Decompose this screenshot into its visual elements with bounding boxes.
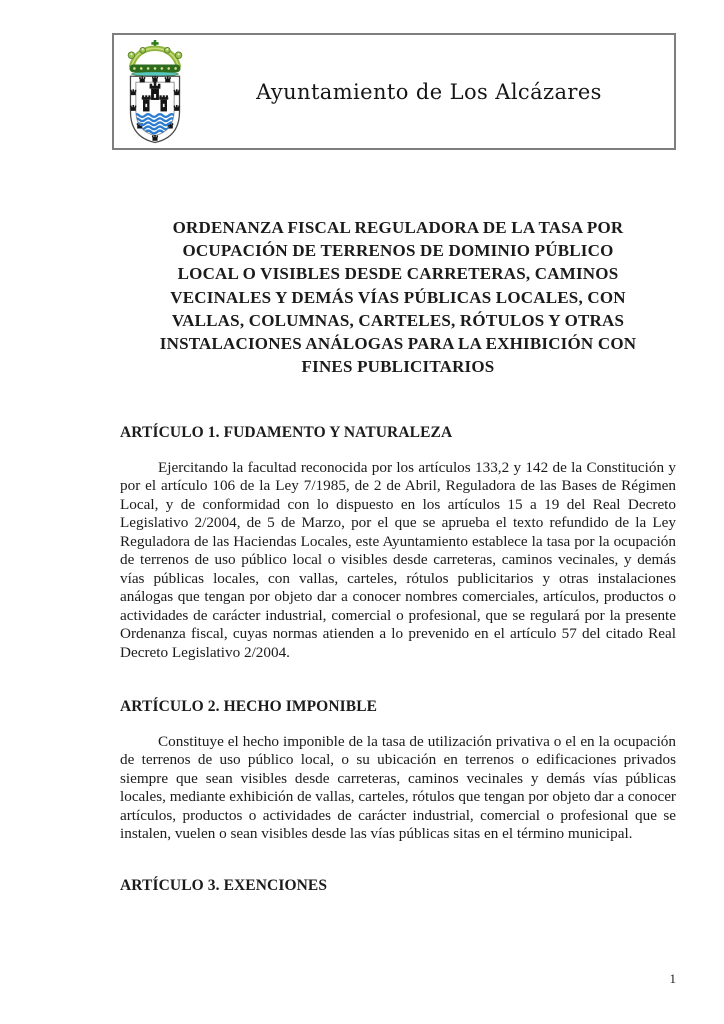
document-title-line: VECINALES Y DEMÁS VÍAS PÚBLICAS LOCALES, CON xyxy=(170,287,626,307)
article-1 xyxy=(120,423,676,662)
article-3 xyxy=(120,876,676,895)
organization-name: Ayuntamiento de Los Alcázares xyxy=(256,79,602,104)
document-title-line: ORDENANZA FISCAL REGULADORA DE LA TASA POR xyxy=(172,218,624,237)
article-3-heading: ARTÍCULO 3. EXENCIONES xyxy=(120,877,328,894)
document-title-line: LOCAL O VISIBLES DESDE CARRETERAS, CAMINOS xyxy=(177,264,619,284)
article-2 xyxy=(120,697,676,844)
document-title xyxy=(120,216,676,378)
letterhead xyxy=(112,33,676,150)
document-title-line: INSTALACIONES ANÁLOGAS PARA LA EXHIBICIÓN CON xyxy=(159,334,637,354)
page-number: 1 xyxy=(669,971,676,986)
coat-of-arms-icon xyxy=(120,39,190,145)
document-title-line: FINES PUBLICITARIOS xyxy=(301,357,495,377)
article-1-heading: ARTÍCULO 1. FUDAMENTO Y NATURALEZA xyxy=(120,424,453,441)
document-title-line: VALLAS, COLUMNAS, CARTELES, RÓTULOS Y OTRAS xyxy=(171,310,625,330)
article-2-body: Constituye el hecho imponible de la tasa de utilización privativa o el en la ocupación de terrenos de uso público local, o su ubicación en terrenos o edificaciones privados siempre que sean visibles desde carreteras, caminos vecinales y demás vías públicas locales, mediante exhibición de vallas, carteles, rótulos que tengan por objeto dar a conocer artículos, productos o actividades de carácter industrial, comercial o profesional que se instalen, vuelen o sean visibles desde las vías públicas sitas en el término municipal. xyxy=(120,733,676,843)
article-2-heading: ARTÍCULO 2. HECHO IMPONIBLE xyxy=(120,698,378,715)
article-1-body: Ejercitando la facultad reconocida por los artículos 133,2 y 142 de la Constitución y por el artículo 106 de la Ley 7/1985, de 2 de Abril, Reguladora de las Bases de Régimen Local, y de conformidad con lo dispuesto en los artículos 15 a 19 del Real Decreto Legislativo 2/2004, de 5 de Marzo, por el que se aprueba el texto refundido de la Ley Reguladora de las Haciendas Locales, este Ayuntamiento establece la tasa por la ocupación de terrenos de uso público local o visibles desde carreteras, caminos vecinales, y demás vías públicas locales, con vallas, carteles, rótulos publicitarios y otras instalaciones análogas que tengan por objeto dar a conocer nombres comerciales, artículos, productos o actividades de carácter industrial, comercial o profesional, que se regulará por la presente Ordenanza fiscal, cuyas normas atienden a lo prevenido en el artículo 57 del citado Real Decreto Legislativo 2/2004. xyxy=(120,459,676,661)
document-title-line: OCUPACIÓN DE TERRENOS DE DOMINIO PÚBLICO xyxy=(182,241,614,261)
